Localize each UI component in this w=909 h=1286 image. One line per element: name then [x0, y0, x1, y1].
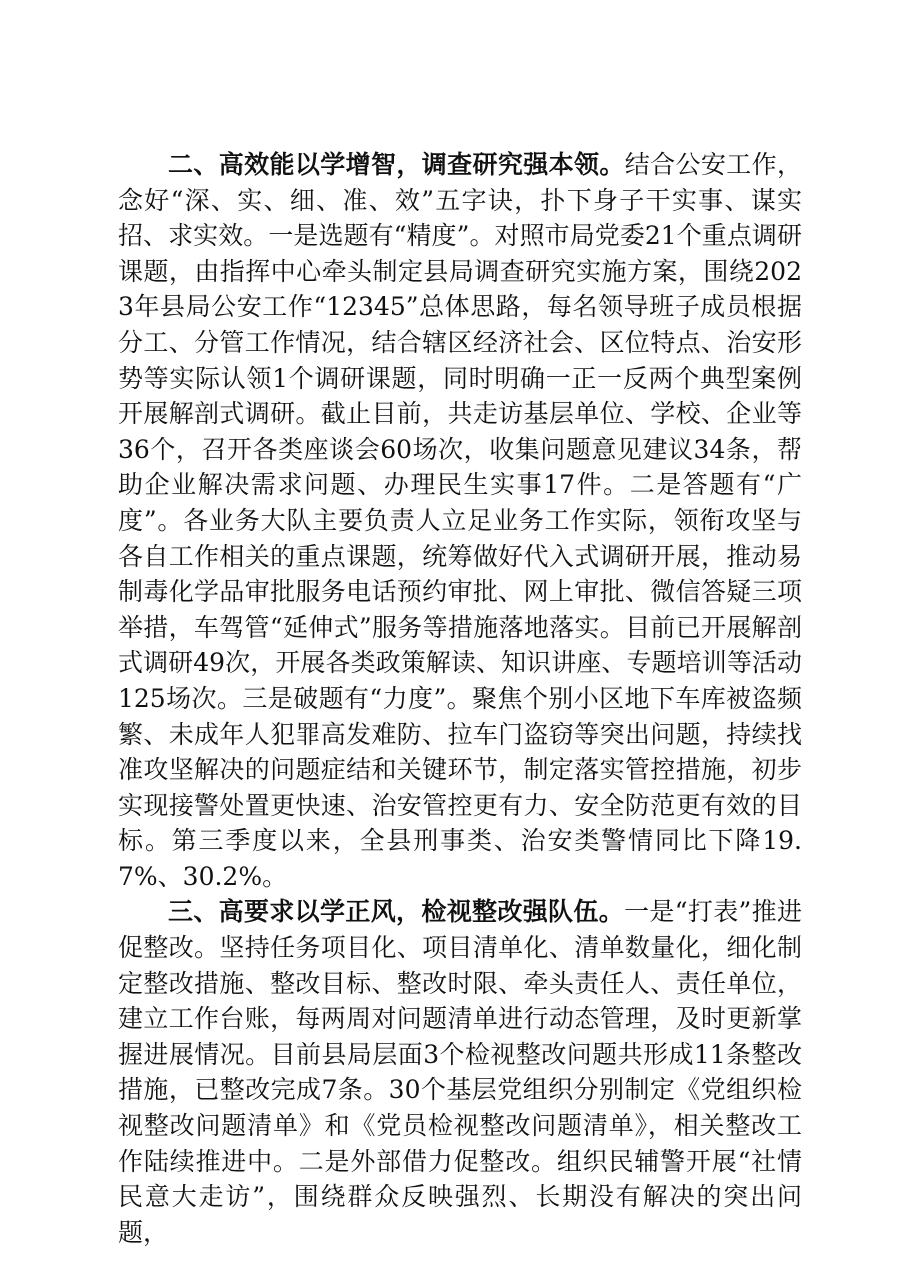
section-three-text: 一是“打表”推进促整改。坚持任务项目化、项目清单化、清单数量化，细化制定整改措施、整改目标、整改时限、牵头责任人、责任单位，建立工作台账，每两周对问题清单进行动态管理，及时更新掌握进展情况。目前县局层面3个检视整改问题共形成11条整改措施，已整改完成7条。30个基层党组织分别制定《党组织检视整改问题清单》和《党员检视整改问题清单》，相关整改工作陆续推进中。二是外部借力促整改。组织民辅警开展“社情民意大走访”，围绕群众反映强烈、长期没有解决的突出问题，: [118, 897, 802, 1247]
paragraph-section-three: [118, 894, 802, 1250]
section-three-heading: 三、高要求以学正风，检视整改强队伍。: [168, 897, 625, 927]
section-two-text: 结合公安工作，念好“深、实、细、准、效”五字诀，扑下身子干实事、谋实招、求实效。一是选题有“精度”。对照市局党委21个重点调研课题，由指挥中心牵头制定县局调查研究实施方案，围绕2023年县局公安工作“12345”总体思路，每名领导班子成员根据分工、分管工作情况，结合辖区经济社会、区位特点、治安形势等实际认领1个调研课题，同时明确一正一反两个典型案例开展解剖式调研。截止目前，共走访基层单位、学校、企业等36个，召开各类座谈会60场次，收集问题意见建议34条，帮助企业解决需求问题、办理民生实事17件。二是答题有“广度”。各业务大队主要负责人立足业务工作实际，领衔攻坚与各自工作相关的重点课题，统筹做好代入式调研开展，推动易制毒化学品审批服务电话预约审批、网上审批、微信答疑三项举措，车驾管“延伸式”服务等措施落地落实。目前已开展解剖式调研49次，开展各类政策解读、知识讲座、专题培训等活动125场次。三是破题有“力度”。聚焦个别小区地下车库被盗频繁、未成年人犯罪高发难防、拉车门盗窃等突出问题，持续找准攻坚解决的问题症结和关键环节，制定落实管控措施，初步实现接警处置更快速、治安管控更有力、安全防范更有效的目标。第三季度以来，全县刑事类、治安类警情同比下降19.7%、30.2%。: [118, 150, 802, 891]
section-two-heading: 二、高效能以学增智，调查研究强本领。: [168, 150, 625, 179]
document-body: [118, 147, 802, 1250]
paragraph-section-two: [118, 147, 802, 894]
